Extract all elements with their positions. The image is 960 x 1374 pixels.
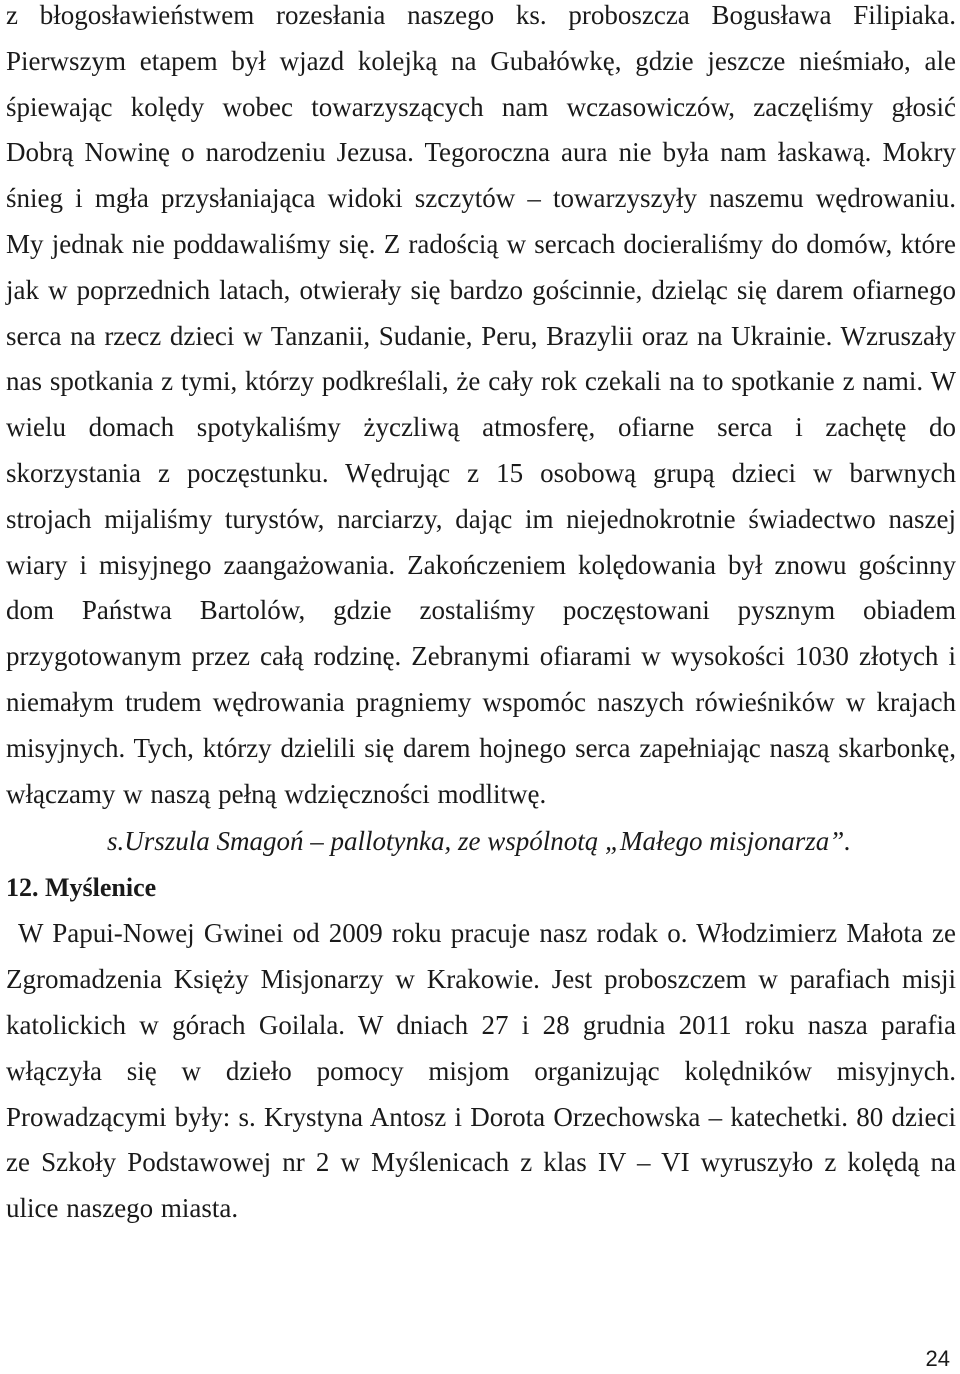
page-number: 24 [925, 1346, 950, 1371]
author-signature: s.Urszula Smagoń – pallotynka, ze wspólnotą „Małego misjonarza”. [107, 826, 852, 857]
body-paragraph-carol-journey: z błogosławieństwem rozesłania naszego ks. proboszcza Bogusława Filipiaka. Pierwszym etapem był wjazd kolejką na Gubałówkę, gdzie jeszcze nieśmiało, ale śpiewając kolędy wobec towarzyszących nam wczasowiczów, zaczęliśmy głosić Dobrą Nowinę o narodzeniu Jezusa. Tegoroczna aura nie była nam łaskawą. Mokry śnieg i mgła przysłaniająca widoki szczytów – towarzyszyły naszemu wędrowaniu. My jednak nie poddawaliśmy się. Z radością w sercach docieraliśmy do domów, które jak w poprzednich latach, otwierały się bardzo gościnnie, dzieląc się darem ofiarnego serca na rzecz dzieci w Tanzanii, Sudanie, Peru, Brazylii oraz na Ukrainie. Wzruszały nas spotkania z tymi, którzy podkreślali, że cały rok czekali na to spotkanie z nami. W wielu domach spotykaliśmy życzliwą atmosferę, ofiarne serca i zachętę do skorzystania z poczęstunku. Wędrując z 15 osobową grupą dzieci w barwnych strojach mijaliśmy turystów, narciarzy, dając im niejednokrotnie świadectwo naszej wiary i misyjnego zaangażowania. Zakończeniem kolędowania był znowu gościnny dom Państwa Bartolów, gdzie zostaliśmy poczęstowani pysznym obiadem przygotowanym przez całą rodzinę. Zebranymi ofiarami w wysokości 1030 złotych i niemałym trudem wędrowania pragniemy wspomóc naszych rówieśników w krajach misyjnych. Tych, którzy dzielili się darem hojnego serca zapełniając naszą skarbonkę, włączamy w naszą pełną wdzięczności modlitwę. [6, 0, 956, 809]
section-heading-myslenice: 12. Myślenice [6, 873, 157, 903]
body-paragraph-myslenice: W Papui-Nowej Gwinei od 2009 roku pracuje nasz rodak o. Włodzimierz Małota ze Zgromadzenia Księży Misjonarzy w Krakowie. Jest proboszczem w parafiach misji katolickich w górach Goilala. W dniach 27 i 28 grudnia 2011 roku nasza parafia włączyła się w dzieło pomocy misjom organizując kolędników misyjnych. Prowadzącymi były: s. Krystyna Antosz i Dorota Orzechowska – katechetki. 80 dzieci ze Szkoły Podstawowej nr 2 w Myślenicach z klas IV – VI wyruszyło z kolędą na ulice naszego miasta. [6, 918, 956, 1224]
